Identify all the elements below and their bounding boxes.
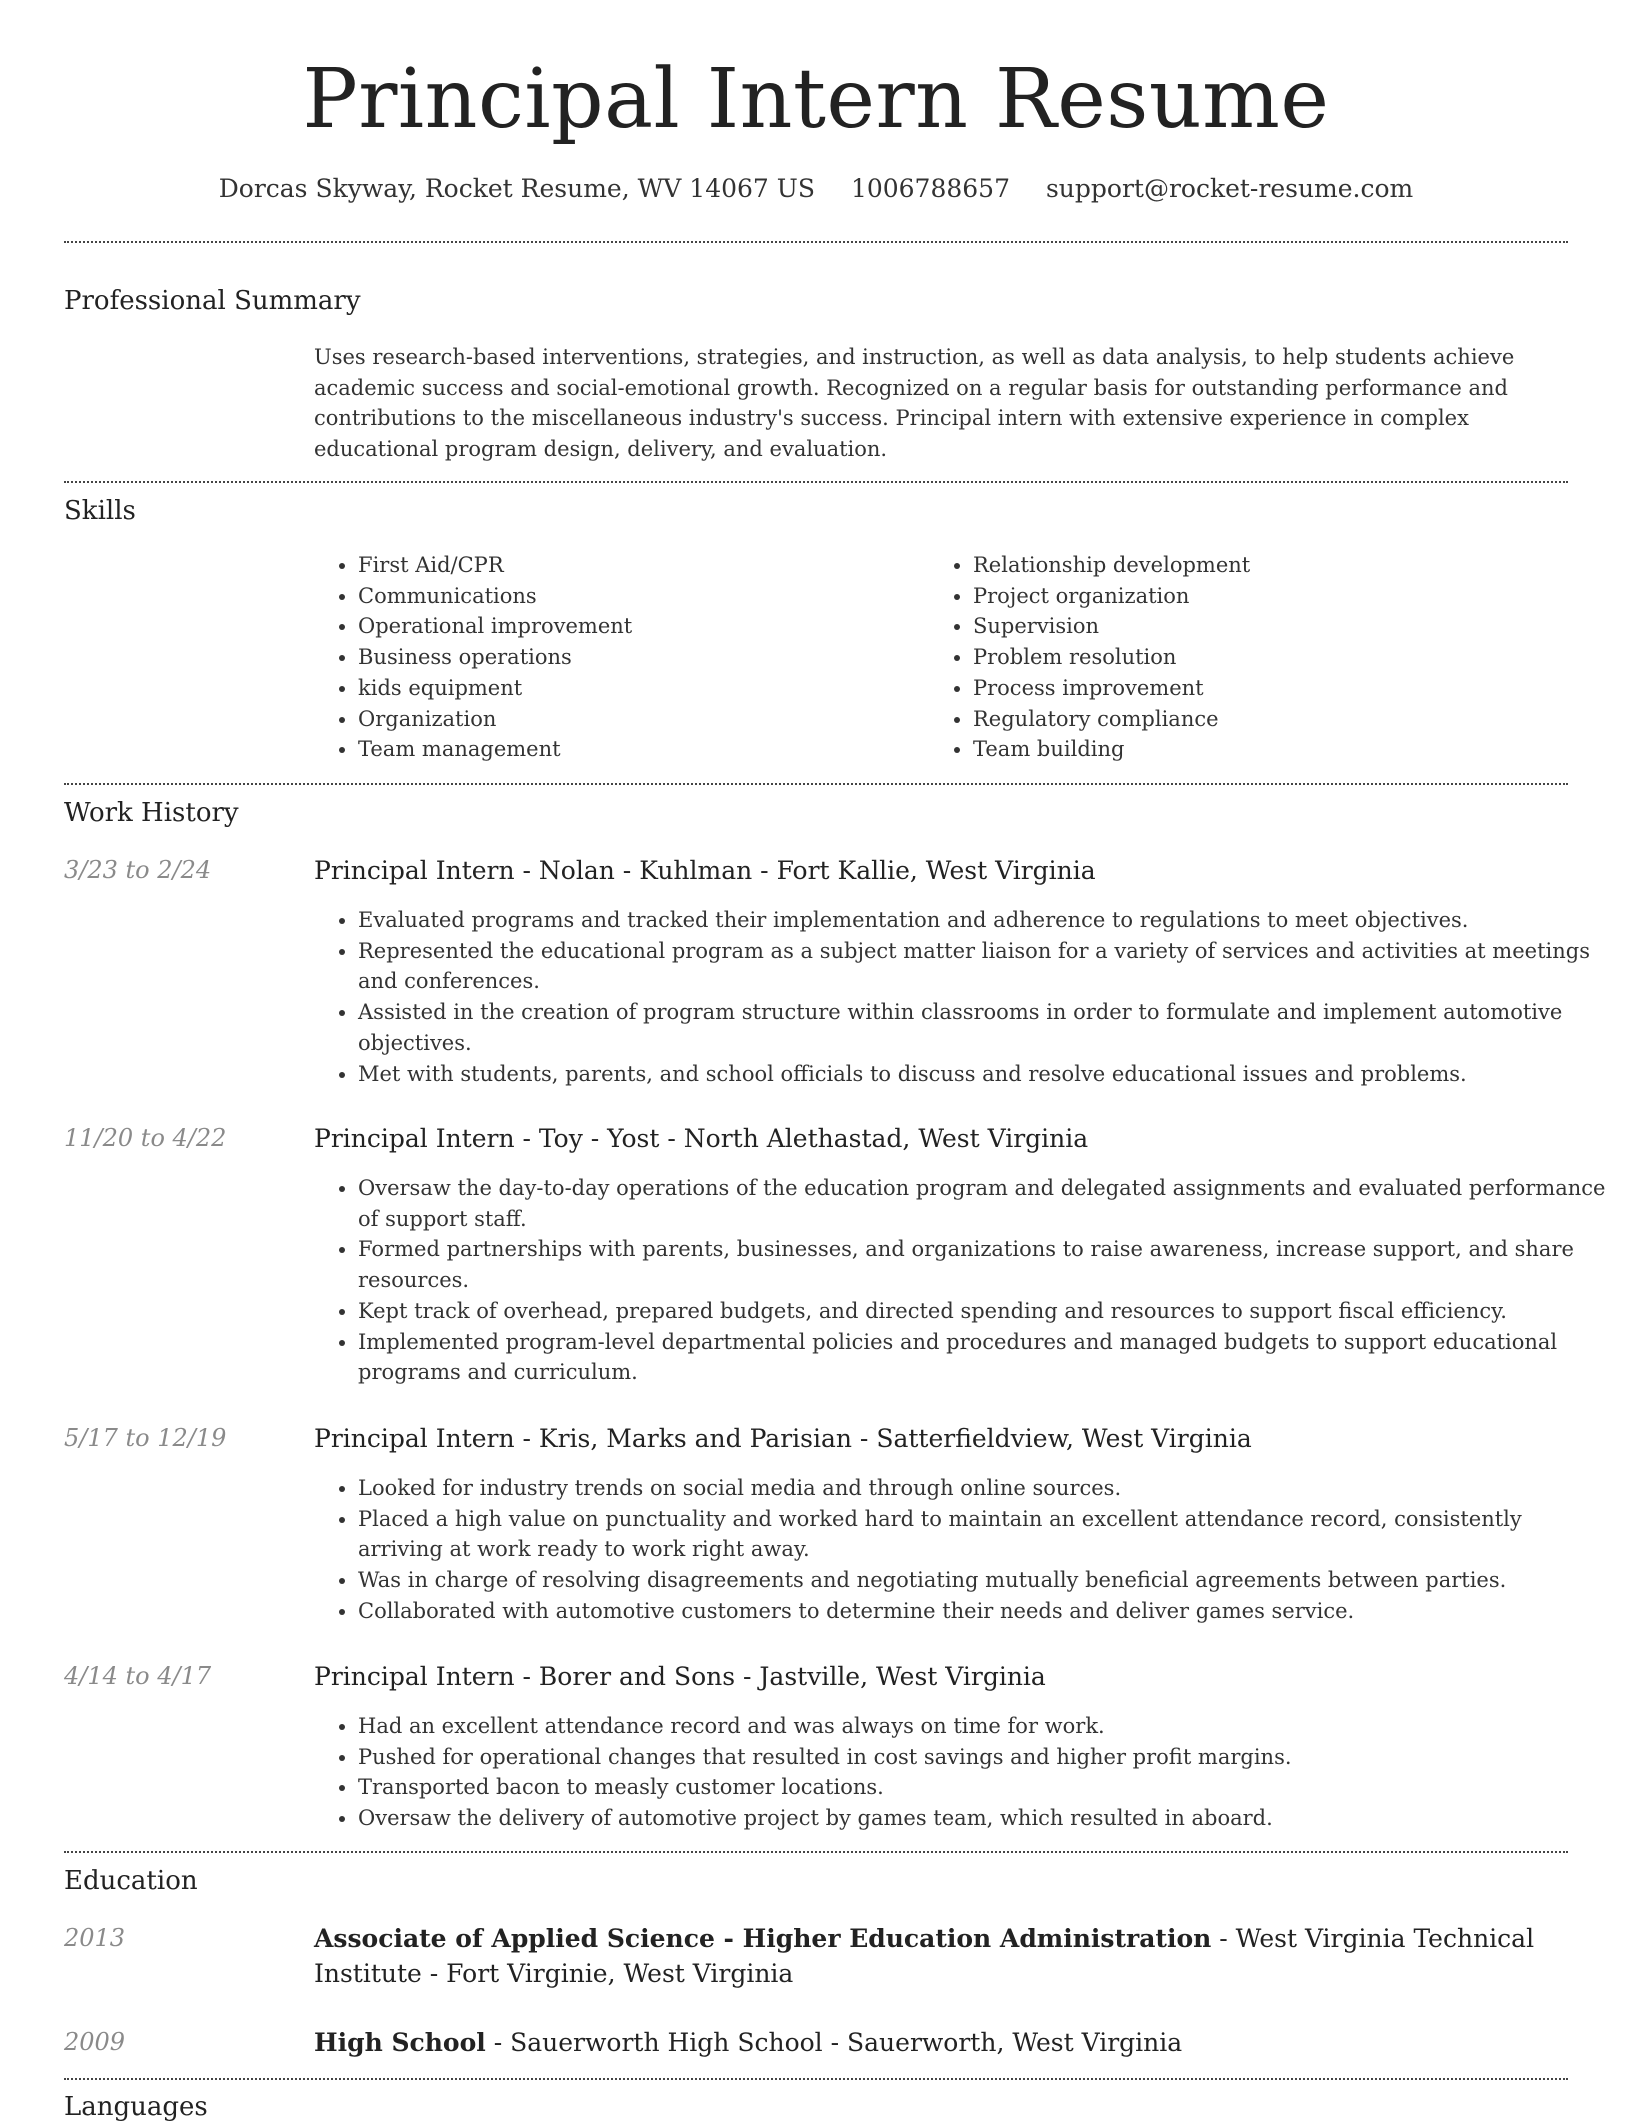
divider <box>64 1851 1568 1853</box>
job-title: Principal Intern - Nolan - Kuhlman - Fort Kallie, West Virginia <box>314 856 1096 885</box>
contact-phone: 1006788657 <box>850 174 1010 203</box>
job-dates: 3/23 to 2/24 <box>64 856 212 884</box>
education-school: - West Virginia Technical Institute - Fort Virginie, West Virginia <box>314 1924 1535 1988</box>
job-title: Principal Intern - Borer and Sons - Jastville, West Virginia <box>314 1662 1046 1691</box>
skill-item: • Project organization <box>973 581 1573 612</box>
job-bullet: • Implemented program-level departmental policies and procedures and managed budgets to support educational programs and curriculum. <box>358 1327 1612 1388</box>
job-bullet: • Met with students, parents, and school officials to discuss and resolve educational issues and problems. <box>358 1059 1612 1090</box>
skills-list-right <box>929 550 1573 765</box>
job-bullets <box>314 1473 1612 1627</box>
skill-item: • Organization <box>358 704 928 735</box>
summary-text: Uses research-based interventions, strategies, and instruction, as well as data analysis, to help students achieve academic success and social-emotional growth. Recognized on a regular basis for outstanding performance and contributions to the miscellaneous industry's success. Principal intern with extensive experience in complex educational program design, delivery, and evaluation. <box>314 345 1515 461</box>
contact-email: support@rocket-resume.com <box>1045 174 1414 203</box>
skill-item: • Process improvement <box>973 673 1573 704</box>
job-bullets <box>314 905 1612 1089</box>
skill-item: • First Aid/CPR <box>358 550 928 581</box>
education-degree: High School <box>314 2028 486 2057</box>
divider <box>64 783 1568 785</box>
education-heading: Education <box>64 1866 198 1896</box>
skill-item: • Business operations <box>358 642 928 673</box>
job-dates: 11/20 to 4/22 <box>64 1124 227 1152</box>
skill-item: • kids equipment <box>358 673 928 704</box>
skill-item: • Supervision <box>973 611 1573 642</box>
job-bullets <box>314 1173 1612 1388</box>
skill-item: • Team building <box>973 734 1573 765</box>
job-bullet: • Kept track of overhead, prepared budgets, and directed spending and resources to support fiscal efficiency. <box>358 1296 1612 1327</box>
skill-item: • Regulatory compliance <box>973 704 1573 735</box>
skills-heading: Skills <box>64 496 136 526</box>
job-bullet: • Had an excellent attendance record and was always on time for work. <box>358 1711 1612 1742</box>
job-bullet: • Transported bacon to measly customer locations. <box>358 1772 1612 1803</box>
job-bullet: • Formed partnerships with parents, businesses, and organizations to raise awareness, increase support, and share resources. <box>358 1234 1612 1295</box>
education-year: 2013 <box>64 1924 126 1952</box>
job-dates: 5/17 to 12/19 <box>64 1424 227 1452</box>
job-bullet: • Pushed for operational changes that resulted in cost savings and higher profit margins. <box>358 1742 1612 1773</box>
divider <box>64 241 1568 243</box>
job-bullet: • Collaborated with automotive customers to determine their needs and deliver games service. <box>358 1596 1612 1627</box>
education-entry <box>314 2025 1568 2060</box>
contact-address: Dorcas Skyway, Rocket Resume, WV 14067 US <box>218 174 815 203</box>
job-bullets <box>314 1711 1612 1834</box>
resume-name: Principal Intern Resume <box>302 52 1330 147</box>
job-bullet: • Represented the educational program as a subject matter liaison for a variety of services and activities at meetings and conferences. <box>358 936 1612 997</box>
skill-item: • Communications <box>358 581 928 612</box>
job-bullet: • Evaluated programs and tracked their implementation and adherence to regulations to meet objectives. <box>358 905 1612 936</box>
work-heading: Work History <box>64 798 239 828</box>
skills-list-left <box>314 550 928 765</box>
skill-item: • Relationship development <box>973 550 1573 581</box>
job-title: Principal Intern - Toy - Yost - North Alethastad, West Virginia <box>314 1124 1089 1153</box>
summary-heading: Professional Summary <box>64 286 361 316</box>
job-title: Principal Intern - Kris, Marks and Parisian - Satterfieldview, West Virginia <box>314 1424 1252 1453</box>
job-dates: 4/14 to 4/17 <box>64 1662 212 1690</box>
divider <box>64 481 1568 483</box>
job-bullet: • Placed a high value on punctuality and worked hard to maintain an excellent attendance record, consistently arriving at work ready to work right away. <box>358 1504 1612 1565</box>
job-bullet: • Oversaw the delivery of automotive project by games team, which resulted in aboard. <box>358 1803 1612 1834</box>
education-school: - Sauerworth High School - Sauerworth, West Virginia <box>485 2028 1183 2057</box>
education-degree: Associate of Applied Science - Higher Education Administration <box>314 1924 1212 1953</box>
divider <box>64 2078 1568 2080</box>
job-bullet: • Oversaw the day-to-day operations of the education program and delegated assignments and evaluated performance of support staff. <box>358 1173 1612 1234</box>
contact-line <box>0 172 1632 206</box>
skill-item: • Problem resolution <box>973 642 1573 673</box>
education-entry <box>314 1921 1568 1991</box>
skill-item: • Operational improvement <box>358 611 928 642</box>
languages-heading: Languages <box>64 2092 208 2122</box>
education-year: 2009 <box>64 2028 126 2056</box>
job-bullet: • Assisted in the creation of program structure within classrooms in order to formulate and implement automotive objectives. <box>358 997 1612 1058</box>
skill-item: • Team management <box>358 734 928 765</box>
job-bullet: • Was in charge of resolving disagreements and negotiating mutually beneficial agreements between parties. <box>358 1565 1612 1596</box>
job-bullet: • Looked for industry trends on social media and through online sources. <box>358 1473 1612 1504</box>
